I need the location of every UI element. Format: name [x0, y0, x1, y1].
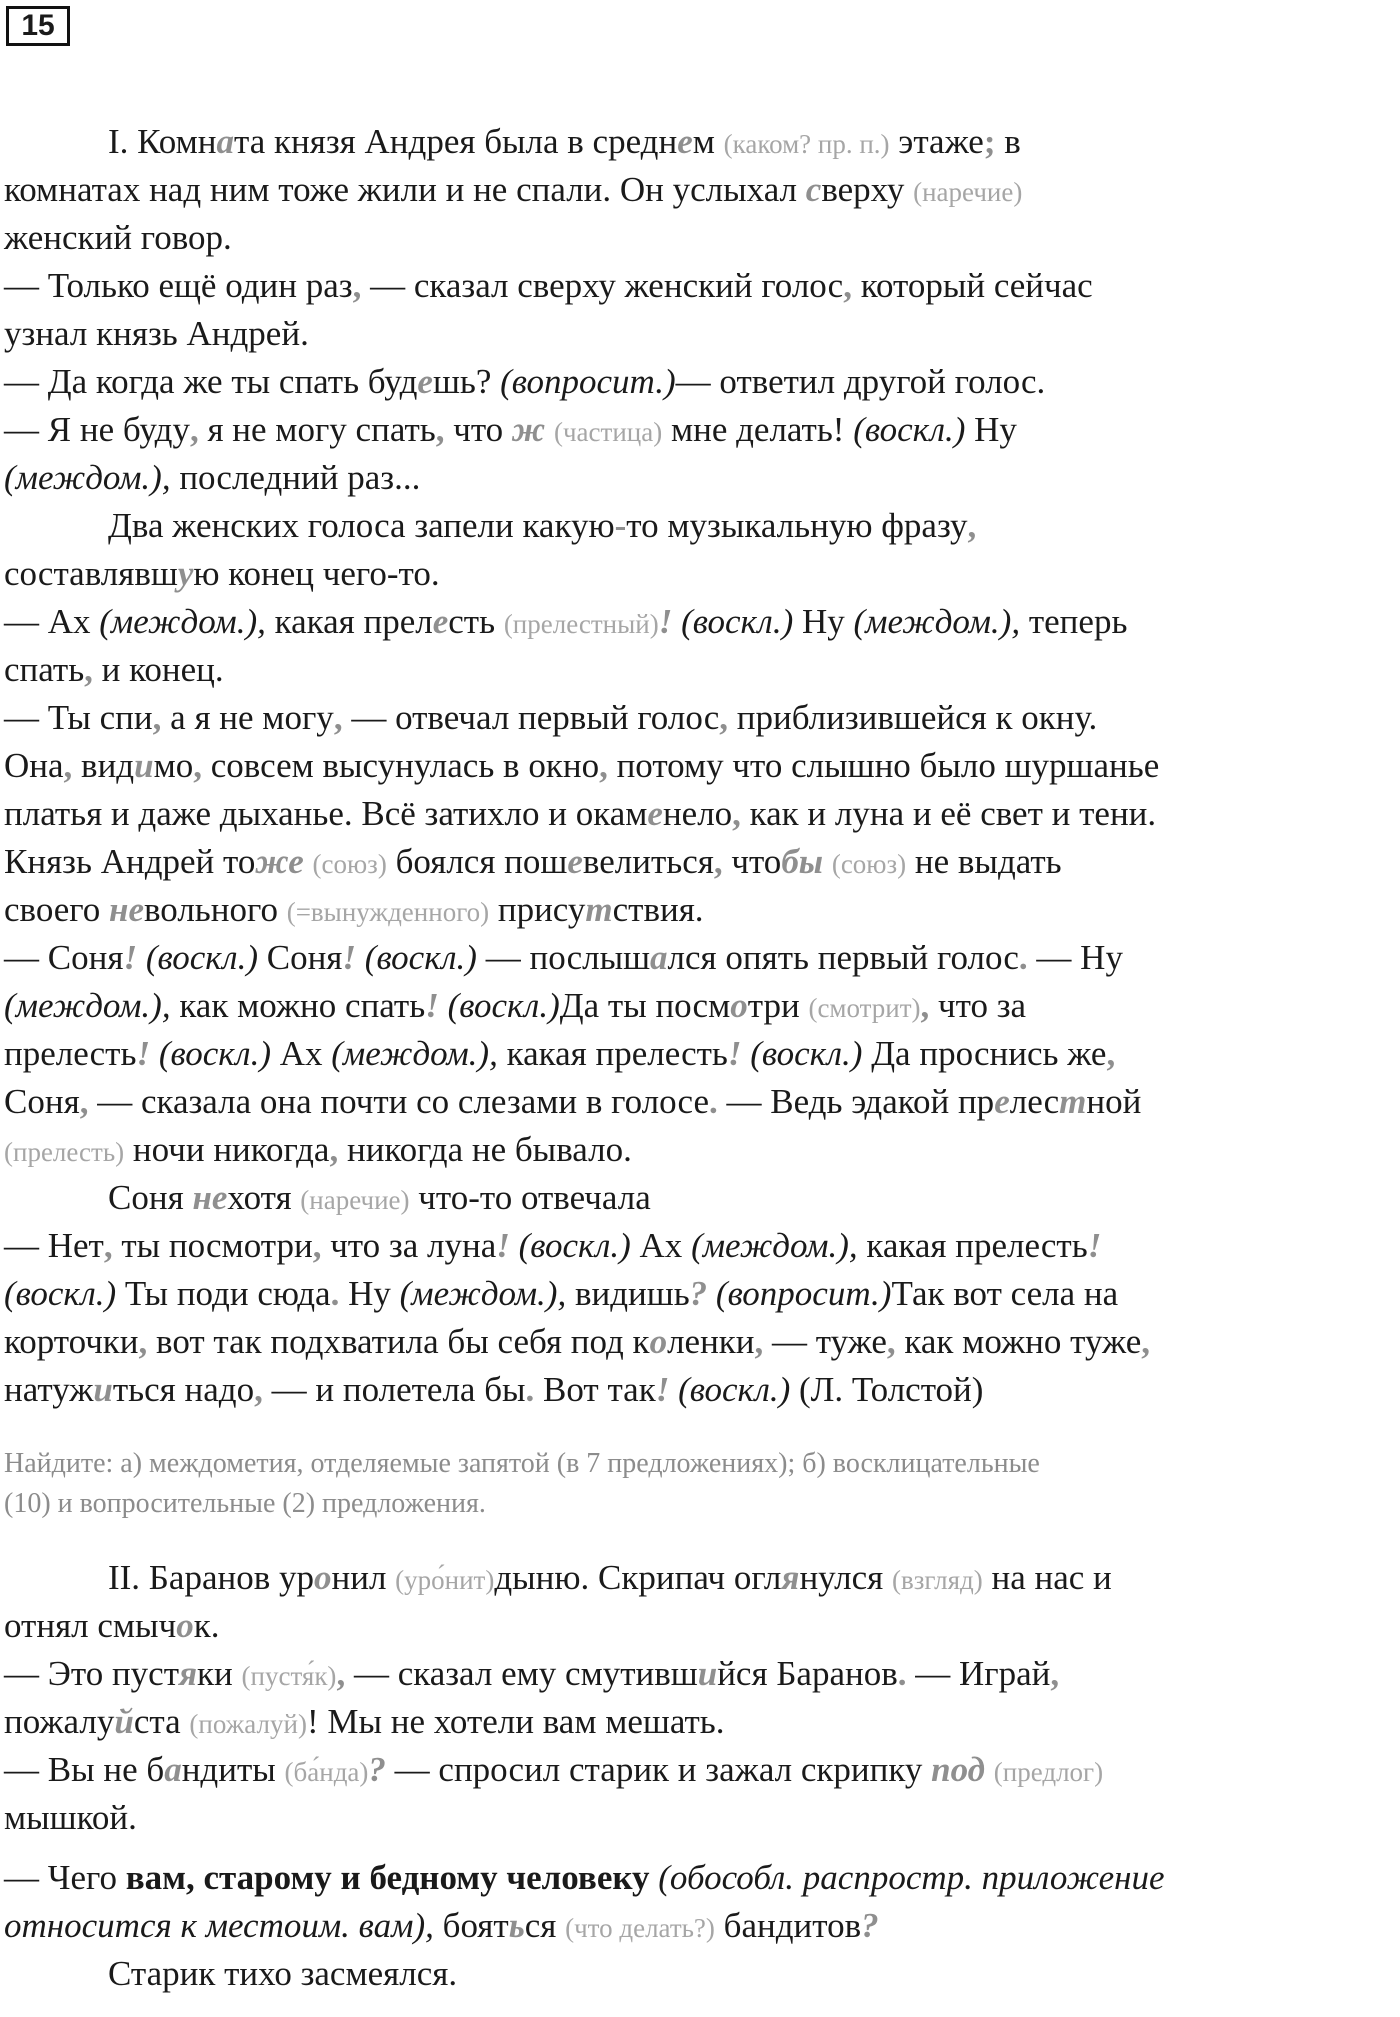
highlighted-punct: , — [435, 410, 445, 449]
text-segment: ночи никогда — [124, 1130, 330, 1169]
text-segment: та князя Андрея была в средн — [233, 122, 678, 161]
grammar-note: (наречие) — [300, 1185, 410, 1215]
text-segment: потому что слышно было шуршанье — [607, 746, 1160, 785]
bold-phrase: вам, старому и бедному человеку — [125, 1858, 650, 1897]
highlighted-letter: т — [1059, 1082, 1087, 1121]
italic-note: (вопросит.) — [715, 1274, 892, 1313]
highlighted-punct: . — [1018, 938, 1028, 977]
grammar-note: (наречие) — [913, 177, 1023, 207]
text-segment: I. Комн — [108, 122, 217, 161]
italic-note: (междом.), — [331, 1034, 498, 1073]
spacer — [4, 1842, 1396, 1854]
italic-note: (воскл.) — [447, 986, 560, 1025]
page-number-box: 15 — [6, 6, 70, 46]
italic-note: (воскл.) — [518, 1226, 631, 1265]
text-line — [4, 358, 1396, 406]
text-segment: Князь Андрей то — [4, 842, 256, 881]
text-segment: этаже — [889, 122, 984, 161]
text-segment: Да ты посм — [559, 986, 731, 1025]
highlighted-letter: е — [417, 362, 433, 401]
highlighted-punct: ; — [983, 122, 996, 161]
text-segment: мо — [153, 746, 194, 785]
text-segment: Найдите: а) междометия, отделяемые запятой (в 7 предложениях); б) восклицательные — [4, 1448, 1040, 1479]
text-segment — [707, 1274, 716, 1313]
text-segment: — Играй — [906, 1654, 1051, 1693]
text-segment: Ты поди сюда — [116, 1274, 331, 1313]
text-line — [4, 406, 1396, 454]
text-segment — [150, 1034, 159, 1073]
text-segment: последний раз... — [170, 458, 421, 497]
text-line — [4, 1746, 1396, 1794]
text-segment: верху — [821, 170, 914, 209]
highlighted-punct: , — [84, 650, 93, 689]
highlighted-letter: же — [255, 842, 304, 881]
text-segment: что за — [929, 986, 1027, 1025]
text-line — [4, 1698, 1396, 1746]
text-segment: что — [444, 410, 512, 449]
text-segment: боят — [433, 1906, 509, 1945]
text-segment: — сказал сверху женский голос — [361, 266, 844, 305]
text-segment: — Ну — [1027, 938, 1123, 977]
highlighted-punct: , — [79, 1082, 89, 1121]
exercise-text — [4, 118, 1396, 1998]
text-line — [4, 118, 1396, 166]
text-segment: дыню. Скрипач огл — [494, 1558, 782, 1597]
highlighted-letter: ь — [508, 1906, 525, 1945]
text-segment: — Я не буду — [4, 410, 190, 449]
text-segment: что — [722, 842, 782, 881]
grammar-note: (прелестный) — [503, 609, 659, 639]
text-segment: Соня — [108, 1178, 193, 1217]
italic-note: (воскл.) — [678, 1370, 791, 1409]
highlighted-letter: о — [313, 1558, 332, 1597]
highlighted-letter: и — [697, 1654, 718, 1693]
text-segment: Старик тихо засмеялся. — [108, 1954, 458, 1993]
text-line — [4, 262, 1396, 310]
text-segment: — Чего — [4, 1858, 126, 1897]
italic-note: (воскл.) — [364, 938, 477, 977]
highlighted-punct: , — [886, 1322, 896, 1361]
highlighted-letter: й — [114, 1702, 134, 1741]
text-line — [4, 454, 1396, 502]
grammar-note: (союз) — [312, 849, 387, 879]
text-segment — [672, 602, 681, 641]
text-segment: ной — [1086, 1082, 1142, 1121]
highlighted-punct: , — [352, 266, 362, 305]
italic-note: (междом.), — [4, 986, 171, 1025]
highlighted-letter: я — [179, 1654, 198, 1693]
text-segment: какая прелесть — [857, 1226, 1088, 1265]
text-segment: прису — [489, 890, 586, 929]
text-segment: что-то отвечала — [409, 1178, 651, 1217]
text-segment: Да проснись же — [862, 1034, 1107, 1073]
text-segment: на нас и — [982, 1558, 1112, 1597]
grammar-note: (что делать?) — [565, 1913, 715, 1943]
text-segment: велиться — [582, 842, 714, 881]
text-segment: Два женских голоса запели какую — [108, 506, 615, 545]
highlighted-letter: а — [650, 938, 668, 977]
text-line — [4, 1126, 1396, 1174]
text-segment — [823, 842, 832, 881]
text-segment: сть — [448, 602, 504, 641]
text-segment: в — [995, 122, 1021, 161]
highlighted-punct: , — [1050, 1654, 1060, 1693]
text-segment: я не могу спать — [198, 410, 436, 449]
text-segment: боялся пош — [386, 842, 568, 881]
text-segment: — Ах — [4, 602, 100, 641]
text-line — [4, 166, 1396, 214]
text-segment: видишь — [566, 1274, 690, 1313]
text-segment: ствия. — [612, 890, 704, 929]
text-line — [4, 886, 1396, 934]
italic-note: (междом.), — [853, 602, 1021, 641]
highlighted-letter: не — [109, 890, 144, 929]
highlighted-letter: ? — [861, 1906, 879, 1945]
text-segment — [510, 1226, 519, 1265]
text-segment: лес — [1009, 1082, 1060, 1121]
highlighted-letter: ! — [658, 602, 673, 641]
highlighted-punct: - — [614, 506, 627, 545]
text-segment: натуж — [4, 1370, 94, 1409]
italic-note: (воскл.) — [853, 410, 966, 449]
text-segment: (10) и вопросительные (2) предложения. — [4, 1488, 486, 1519]
text-line — [4, 1270, 1396, 1318]
spacer — [4, 1414, 1396, 1444]
highlighted-punct: , — [599, 746, 608, 785]
text-segment: вид — [72, 746, 135, 785]
text-segment: Ах — [630, 1226, 692, 1265]
text-segment: как и луна и её свет и тени. — [740, 794, 1157, 833]
text-segment: и конец. — [92, 650, 224, 689]
text-segment: — сказала она почти со слезами в голосе — [88, 1082, 709, 1121]
text-segment: никогда не бывало. — [338, 1130, 632, 1169]
text-line — [4, 646, 1396, 694]
text-segment: Вот так — [534, 1370, 656, 1409]
highlighted-letter: о — [649, 1322, 668, 1361]
text-segment — [742, 1034, 751, 1073]
text-segment: Ну — [339, 1274, 400, 1313]
text-segment: хотя — [227, 1178, 301, 1217]
highlighted-punct: . — [897, 1654, 907, 1693]
italic-note: (воскл.) — [750, 1034, 863, 1073]
text-segment: как можно спать — [170, 986, 426, 1025]
italic-note: (вопросит.) — [500, 362, 676, 401]
text-segment: совсем высунулась в окно — [202, 746, 600, 785]
text-segment: — Да когда же ты спать буд — [4, 362, 418, 401]
highlighted-letter: ! — [1087, 1226, 1102, 1265]
text-line — [4, 1078, 1396, 1126]
text-line — [4, 982, 1396, 1030]
highlighted-letter: бы — [781, 842, 824, 881]
text-line — [4, 598, 1396, 646]
highlighted-letter: и — [134, 746, 154, 785]
highlighted-punct: , — [1141, 1322, 1151, 1361]
highlighted-letter: ! — [123, 938, 138, 977]
highlighted-letter: т — [585, 890, 613, 929]
italic-note: (обособл. распростр. приложение — [658, 1858, 1165, 1897]
text-line — [4, 1554, 1396, 1602]
text-segment: нело — [662, 794, 733, 833]
highlighted-letter: о — [176, 1606, 194, 1645]
italic-note: (междом.), — [691, 1226, 858, 1265]
grammar-note: (каком? пр. п.) — [723, 129, 890, 159]
highlighted-punct: , — [1106, 1034, 1116, 1073]
text-segment: лся опять первый голос — [667, 938, 1019, 977]
highlighted-punct: , — [843, 266, 852, 305]
highlighted-letter: е — [432, 602, 449, 641]
text-segment: что за луна — [321, 1226, 497, 1265]
text-segment: женский говор. — [4, 218, 232, 257]
text-segment: ться надо — [112, 1370, 255, 1409]
grammar-note: (смотрит) — [808, 993, 921, 1023]
text-segment: комнатах над ним тоже жили и не спали. Он услыхал — [4, 170, 806, 209]
text-segment: пожалу — [4, 1702, 115, 1741]
text-segment — [304, 842, 313, 881]
highlighted-punct: . — [709, 1082, 718, 1121]
highlighted-letter: е — [994, 1082, 1010, 1121]
highlighted-letter: а — [216, 122, 234, 161]
text-segment: своего — [4, 890, 110, 929]
text-segment: — Ты спи — [4, 698, 153, 737]
text-segment: ся — [524, 1906, 566, 1945]
text-segment: мне делать! — [662, 410, 854, 449]
text-line — [4, 1854, 1396, 1902]
text-segment: нулся — [799, 1558, 892, 1597]
text-segment: Ах — [270, 1034, 332, 1073]
text-segment: узнал князь Андрей. — [4, 314, 309, 353]
grammar-note: (ба́нда) — [284, 1757, 369, 1787]
text-segment: — отвечал первый голос — [342, 698, 720, 737]
text-line — [4, 310, 1396, 358]
text-line — [4, 1650, 1396, 1698]
text-segment: Соня — [257, 938, 343, 977]
text-segment: три — [747, 986, 809, 1025]
highlighted-punct: , — [754, 1322, 764, 1361]
text-segment — [985, 1750, 994, 1789]
highlighted-punct: , — [152, 698, 162, 737]
text-segment: йся Баранов — [717, 1654, 898, 1693]
highlighted-punct: , — [103, 1226, 113, 1265]
task-instruction — [4, 1444, 1396, 1484]
text-line — [4, 502, 1396, 550]
text-segment: Ну — [793, 602, 854, 641]
highlighted-punct: , — [138, 1322, 148, 1361]
text-segment: ндиты — [181, 1750, 285, 1789]
text-segment: — ответил другой голос. — [675, 362, 1046, 401]
text-segment: Так вот села на — [891, 1274, 1119, 1313]
highlighted-letter: а — [164, 1750, 182, 1789]
highlighted-punct: , — [713, 842, 723, 881]
italic-note: (междом.), — [99, 602, 266, 641]
grammar-note: (уро́нит) — [395, 1565, 495, 1595]
text-segment: — послыш — [476, 938, 651, 977]
grammar-note: (частица) — [553, 417, 663, 447]
text-segment: к. — [193, 1606, 220, 1645]
grammar-note: (союз) — [831, 849, 907, 879]
highlighted-punct: , — [329, 1130, 339, 1169]
text-line — [4, 934, 1396, 982]
text-segment: то музыкальную фразу — [626, 506, 968, 545]
text-segment: Соня — [4, 1082, 80, 1121]
highlighted-letter: ? — [368, 1750, 386, 1789]
text-line — [4, 1222, 1396, 1270]
text-segment — [650, 1858, 659, 1897]
text-segment: мышкой. — [4, 1798, 137, 1837]
text-segment: ю конец чего-то. — [193, 554, 440, 593]
task-instruction — [4, 1484, 1396, 1524]
spacer — [4, 1524, 1396, 1554]
highlighted-letter: ! — [136, 1034, 151, 1073]
text-line — [4, 1174, 1396, 1222]
grammar-note: (взгляд) — [891, 1565, 983, 1595]
text-segment — [669, 1370, 678, 1409]
text-segment: нил — [331, 1558, 396, 1597]
highlighted-letter: е — [677, 122, 693, 161]
text-segment: какая прелесть — [497, 1034, 728, 1073]
text-segment: — и полетела бы — [262, 1370, 526, 1409]
text-line — [4, 1950, 1396, 1998]
italic-note: (воскл.) — [145, 938, 258, 977]
text-segment: II. Баранов ур — [108, 1558, 314, 1597]
highlighted-letter: о — [730, 986, 748, 1025]
text-segment: не выдать — [906, 842, 1062, 881]
italic-note: (воскл.) — [4, 1274, 117, 1313]
highlighted-punct: , — [732, 794, 741, 833]
highlighted-punct: , — [967, 506, 977, 545]
text-segment: — Только ещё один раз — [4, 266, 353, 305]
text-segment: теперь — [1020, 602, 1128, 641]
text-segment: вот так подхватила бы себя под к — [147, 1322, 650, 1361]
text-segment: — Вы не б — [4, 1750, 165, 1789]
highlighted-letter: ! — [655, 1370, 670, 1409]
highlighted-letter: не — [192, 1178, 228, 1217]
text-segment: — Это пуст — [4, 1654, 179, 1693]
text-segment: составлявш — [4, 554, 178, 593]
text-line — [4, 1794, 1396, 1842]
text-segment: — Соня — [4, 938, 124, 977]
text-segment — [137, 938, 146, 977]
highlighted-punct: , — [189, 410, 199, 449]
text-segment: Она — [4, 746, 64, 785]
highlighted-letter: ? — [689, 1274, 708, 1313]
text-line — [4, 550, 1396, 598]
text-segment: спать — [4, 650, 85, 689]
highlighted-punct: , — [254, 1370, 263, 1409]
highlighted-letter: под — [931, 1750, 986, 1789]
highlighted-punct: , — [333, 698, 343, 737]
text-segment: — Ведь эдакой пр — [717, 1082, 995, 1121]
italic-note: (междом.), — [399, 1274, 567, 1313]
highlighted-letter: у — [177, 554, 194, 593]
text-segment: какая прел — [265, 602, 433, 641]
text-line — [4, 838, 1396, 886]
text-segment: м — [692, 122, 724, 161]
text-line — [4, 694, 1396, 742]
highlighted-letter: и — [93, 1370, 113, 1409]
text-line — [4, 1030, 1396, 1078]
grammar-note: (пожалуй) — [189, 1709, 307, 1739]
text-segment: шь? — [432, 362, 501, 401]
highlighted-punct: . — [330, 1274, 340, 1313]
highlighted-punct: . — [525, 1370, 535, 1409]
highlighted-punct: , — [63, 746, 73, 785]
highlighted-letter: ! — [342, 938, 357, 977]
text-segment: ста — [133, 1702, 190, 1741]
text-segment: — Нет — [4, 1226, 104, 1265]
text-segment: платья и даже дыханье. Всё затихло и окам — [4, 794, 648, 833]
highlighted-letter: ! — [425, 986, 439, 1025]
grammar-note: (пустя́к) — [241, 1661, 337, 1691]
text-segment: вольного — [144, 890, 287, 929]
highlighted-punct: , — [312, 1226, 322, 1265]
highlighted-punct: , — [719, 698, 728, 737]
text-line — [4, 742, 1396, 790]
text-segment: — сказал ему смутивш — [345, 1654, 698, 1693]
italic-note: (воскл.) — [158, 1034, 271, 1073]
italic-note: относится к местоим. вам), — [4, 1906, 434, 1945]
text-segment: который сейчас — [851, 266, 1093, 305]
text-line — [4, 790, 1396, 838]
grammar-note: (=вынужденного) — [286, 897, 490, 927]
text-segment: приблизившейся к окну. — [727, 698, 1098, 737]
text-segment — [545, 410, 554, 449]
grammar-note: (предлог) — [993, 1757, 1104, 1787]
highlighted-letter: е — [647, 794, 663, 833]
text-segment: а я не могу — [161, 698, 334, 737]
text-segment: — туже — [763, 1322, 887, 1361]
highlighted-letter: ж — [511, 410, 546, 449]
text-segment: бандитов — [714, 1906, 862, 1945]
highlighted-letter: ! — [496, 1226, 510, 1265]
highlighted-letter: я — [781, 1558, 800, 1597]
italic-note: (воскл.) — [681, 602, 794, 641]
highlighted-letter: с — [805, 170, 822, 209]
text-segment — [356, 938, 365, 977]
text-segment: ленки — [667, 1322, 755, 1361]
highlighted-punct: , — [336, 1654, 346, 1693]
text-line — [4, 1366, 1396, 1414]
text-segment: — спросил старик и зажал скрипку — [385, 1750, 932, 1789]
text-line — [4, 1902, 1396, 1950]
highlighted-punct: , — [920, 986, 930, 1025]
text-segment: прелесть — [4, 1034, 137, 1073]
text-segment: ты посмотри — [112, 1226, 313, 1265]
text-segment: корточки — [4, 1322, 139, 1361]
text-segment: Ну — [965, 410, 1017, 449]
text-segment: как можно туже — [895, 1322, 1142, 1361]
text-line — [4, 1602, 1396, 1650]
text-line — [4, 1318, 1396, 1366]
text-segment: (Л. Толстой) — [790, 1370, 984, 1409]
highlighted-punct: , — [193, 746, 202, 785]
text-segment: отнял смыч — [4, 1606, 177, 1645]
highlighted-letter: е — [567, 842, 583, 881]
text-segment: ки — [197, 1654, 242, 1693]
text-segment: ! Мы не хотели вам мешать. — [306, 1702, 725, 1741]
italic-note: (междом.), — [4, 458, 171, 497]
grammar-note: (прелесть) — [4, 1137, 125, 1167]
text-line — [4, 214, 1396, 262]
text-segment — [439, 986, 448, 1025]
highlighted-letter: ! — [727, 1034, 742, 1073]
